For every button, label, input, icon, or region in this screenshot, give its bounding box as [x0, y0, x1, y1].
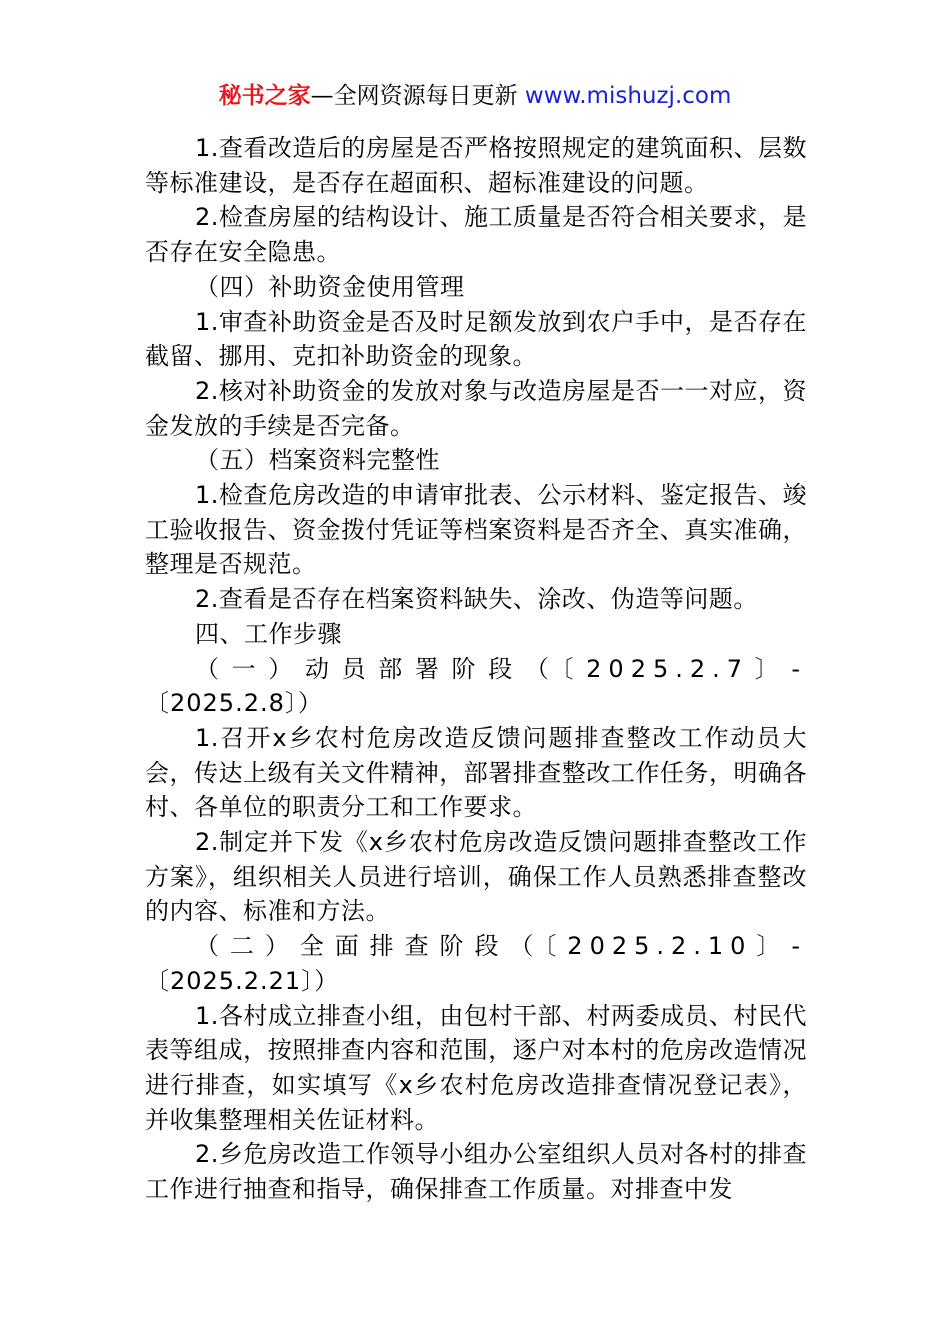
paragraph: 2.查看是否存在档案资料缺失、涂改、伪造等问题。 — [195, 585, 758, 614]
section-heading: （四）补助资金使用管理 — [195, 272, 465, 301]
site-tagline: —全网资源每日更新 — [310, 83, 518, 109]
paragraph: 1.检查危房改造的申请审批表、公示材料、鉴定报告、竣工验收报告、资金拨付凭证等档案资料是否齐全、真实准确，整理是否规范。 — [145, 481, 807, 579]
site-url[interactable]: www.mishuzj.com — [524, 83, 732, 109]
paragraph: 2.检查房屋的结构设计、施工质量是否符合相关要求，是否存在安全隐患。 — [145, 203, 807, 267]
site-brand: 秘书之家 — [218, 83, 311, 109]
document-body — [145, 131, 807, 1207]
stage-heading-continuation: 〔2025.2.8〕） — [145, 689, 323, 718]
stage-heading: （二）全面排查阶段（〔2025.2.10〕- — [195, 932, 807, 961]
paragraph: 1.召开x乡农村危房改造反馈问题排查整改工作动员大会，传达上级有关文件精神，部署排查整改工作任务，明确各村、各单位的职责分工和工作要求。 — [145, 723, 807, 822]
stage-heading-continuation: 〔2025.2.21〕） — [145, 966, 340, 995]
paragraph: 1.各村成立排查小组，由包村干部、村两委成员、村民代表等组成，按照排查内容和范围，逐户对本村的危房改造情况进行排查，如实填写《x乡农村危房改造排查情况登记表》，并收集整理相关佐证材料。 — [145, 1001, 807, 1134]
paragraph: 2.核对补助资金的发放对象与改造房屋是否一一对应，资金发放的手续是否完备。 — [145, 376, 807, 440]
paragraph: 2.乡危房改造工作领导小组办公室组织人员对各村的排查工作进行抽查和指导，确保排查工作质量。对排查中发 — [145, 1140, 807, 1204]
page-header — [0, 80, 950, 112]
section-heading: （五）档案资料完整性 — [195, 446, 440, 475]
paragraph: 1.审查补助资金是否及时足额发放到农户手中，是否存在截留、挪用、克扣补助资金的现象。 — [145, 307, 807, 371]
stage-heading: （一）动员部署阶段（〔2025.2.7〕- — [195, 654, 807, 683]
paragraph: 1.查看改造后的房屋是否严格按照规定的建筑面积、层数等标准建设，是否存在超面积、超标准建设的问题。 — [145, 134, 807, 197]
paragraph: 2.制定并下发《x乡农村危房改造反馈问题排查整改工作方案》，组织相关人员进行培训，确保工作人员熟悉排查整改的内容、标准和方法。 — [145, 828, 807, 926]
section-heading: 四、工作步骤 — [195, 619, 342, 648]
